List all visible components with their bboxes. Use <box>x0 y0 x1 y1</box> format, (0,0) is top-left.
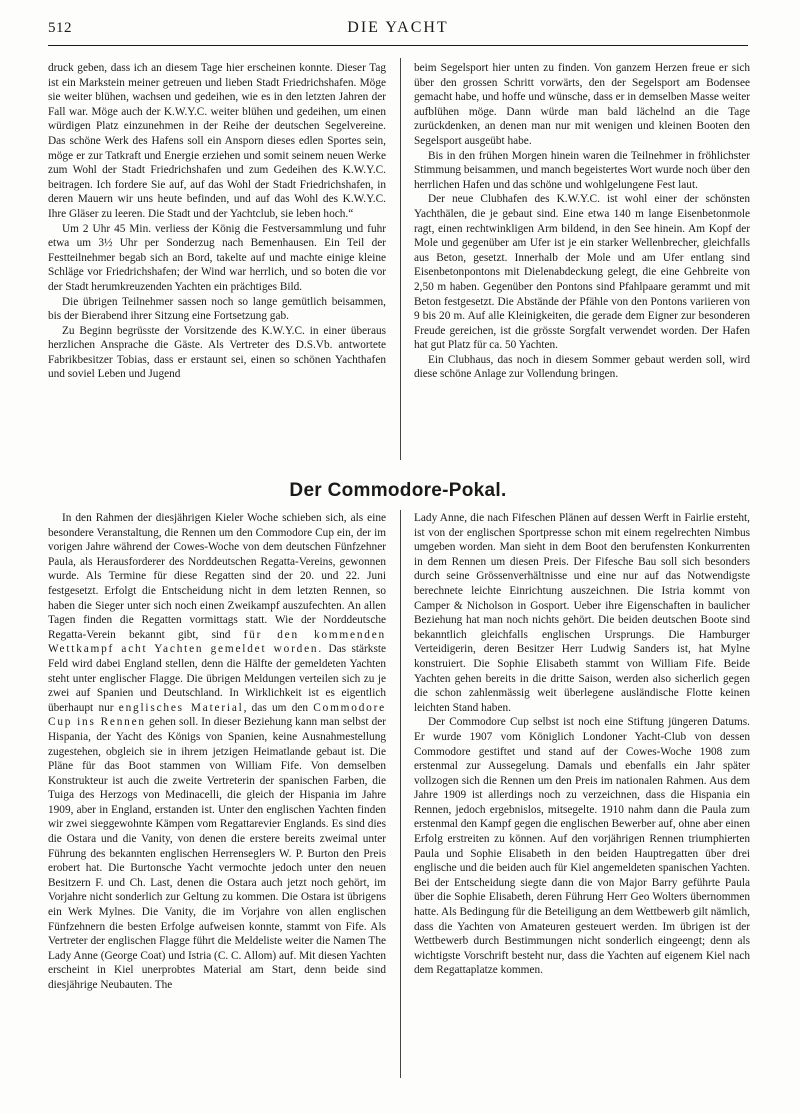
article-right-column <box>414 511 750 978</box>
spaced-emphasis: englisches Material <box>118 701 244 714</box>
running-head <box>48 16 748 40</box>
paragraph: beim Segelsport hier unten zu finden. Von ganzem Herzen freue er sich über den grossen Schritt vorwärts, den der Segelsport am Bodensee gemacht habe, und hoffe und wünsche, dass er in demselben Masse weiter aufblühen möge. Dann würde man bald lächelnd an die Tage zurückdenken, an denen man nur mit wenigen und kleinen Booten den Segelsport ausgeübt habe. <box>414 62 750 147</box>
page-number: 512 <box>48 20 72 36</box>
header-rule <box>48 45 748 46</box>
top-right-column <box>414 61 750 382</box>
spaced-emphasis: Commodore Cup ins Rennen <box>48 701 386 729</box>
article-title: Der Commodore-Pokal. <box>289 480 507 501</box>
paragraph: Um 2 Uhr 45 Min. verliess der König die Festversammlung und fuhr etwa um 3½ Uhr per Sonderzug nach Bemenhausen. Ein Teil der Festteilnehmer begab sich an Bord, takelte auf und machte einige kleine Schläge vor Friedrichshafen; der Wind war herrlich, und so boten die vor der Stadt herumkreuzenden Yachten ein prächtiges Bild. <box>48 222 386 293</box>
text-run: gehen soll. In dieser Beziehung kann man selbst der Hispania, der Yacht des Königs von Spanien, keine Ausnahmestellung zugestehen, obgleich sie in ihrem jetzigen Heimatlande gebaut ist. Die Pläne für das Boot stammen von William Fife. Von demselben Konstrukteur ist auch die zweite Vertreterin der spanischen Farben, die Tuiga des Herzogs von Medinacelli, die gleich der Hispania im Jahre 1909, aber in England, erstanden ist. Unter den englischen Yachten finden wir zwei sieggewohnte Kämpen vom Regattarevier Englands. Es sind dies die Ostara und die Vanity, von denen die erstere bereits zweimal unter Führung des bekannten englischen Herrenseglers W. P. Burton den Preis erobert hat. Die Burtonsche Yacht vermochte jedoch unter den neuen Besitzern F. und Ch. Last, denen die Ostara auch jetzt noch gehört, im Vorjahre nicht sonderlich zur Geltung zu kommen. Die Ostara ist übrigens ein Werk Mylnes. Die Vanity, die im Vorjahre von allen englischen Fünfzehnern die besten Erfolge aufweisen konnte, stammt von Fife. Als Vertreter der englischen Flagge führt die Meldeliste weiter die Namen The Lady Anne (George Coat) und Istria (C. C. Allom) auf. Mit diesen Yachten erscheint in Kiel unerprobtes Material am Start, denn beide sind diesjährige Neubauten. The <box>48 716 387 991</box>
paragraph: Der neue Clubhafen des K.W.Y.C. ist wohl einer der schönsten Yachthälen, die je gebaut sind. Eine etwa 140 m lange Eisenbetonmole ragt, einen rechtwinkligen Arm bildend, in den See hinein. Am Kopf der Mole und gegenüber am Ufer ist je ein starker Wellenbrecher, gleichfalls aus Beton, gesetzt. Innerhalb der Mole und am Ufer entlang sind Eisenbetonpontons mit Dielenabdeckung gelegt, die eine Gehbreite von 2,50 m haben. Gegenüber den Pontons sind Pfahlpaare gerammt und mit Beton festgesetzt. Die Abstände der Pfähle von den Pontons variieren von 9 bis 20 m. Auf alle Kleinigkeiten, die gerade dem Eigner zur besonderen Freude gereichen, ist die grösste Sorgfalt verwendet worden. Der Hafen hat gut Platz für ca. 50 Yachten. <box>414 193 750 352</box>
paragraph: Lady Anne, die nach Fifeschen Plänen auf dessen Werft in Fairlie ersteht, ist von der englischen Sportpresse schon mit einem regelrechten Nimbus umgeben worden. Man sieht in dem Boot den berufensten Konkurrenten in dem Rennen um diesen Preis. Der Fifesche Bau soll sich besonders durch seine Grössenverhältnisse und eine nur auf das Notwendigste berechnete leichte Einrichtung auszeichnen. Die Istria kommt von Camper & Nicholson in Gosport. Ueber ihre Eigenschaften in baulicher Beziehung hat man noch nichts gehört. Die beiden deutschen Boote sind bekanntlich gleichfalls englischen Ursprungs. Die Hamburger Verteidigerin, deren Besitzer Herr Ludwig Sanders ist, hat Mylne konstruiert. Die Sophie Elisabeth stammt von William Fife. Beide Yachten gehen bereits in die dritte Saison, werden also sicherlich gegen die schon zahlenmässig weit überlegene ausländische Flotte keinen leichten Stand haben. <box>414 512 750 714</box>
paragraph: Ein Clubhaus, das noch in diesem Sommer gebaut werden soll, wird diese schöne Anlage zur Vollendung bringen. <box>414 353 750 381</box>
text-run: Das stärkste Feld wird dabei England stellen, denn die Hälfte der gemeldeten Yachten steht unter englischer Flagge. Die übrigen Meldungen verteilen sich zu je zwei auf Spanien und Deutschland. In Wirklichkeit ist es eigentlich überhaupt nur <box>48 643 386 714</box>
paragraph: Bis in den frühen Morgen hinein waren die Teilnehmer in fröhlichster Stimmung beisammen, und manch begeistertes Wort wurde noch über den herrlichen Hafen und das schöne und wohlgelungene Fest laut. <box>414 149 750 191</box>
paragraph: druck geben, dass ich an diesem Tage hier erscheinen konnte. Dieser Tag ist ein Markstein meiner getreuen und lieben Stadt Friedrichshafen. Möge sie weiter blühen, wachsen und gedeihen, wie es in den letzten Jahren der Fall war. Möge auch der K.W.Y.C. weiter blühen und gedeihen, um einen würdigen Platz einzunehmen in der Reihe der deutschen Segelvereine. Das schöne Werk des Hafens soll ein Ansporn dieses edlen Sportes sein, möge er zur Tatkraft und Energie erziehen und somit seinem neuen Werke zum Wohl der Stadt Friedrichshafen und zum Gedeihen des K.W.Y.C. beitragen. Ich fordere Sie auf, auf das Wohl der Stadt Friedrichshafen, in deren Mauern wir uns heute befinden, und auf das Wohl des K.W.Y.C. Ihre Gläser zu leeren. Die Stadt und der Yachtclub, sie leben hoch.“ <box>48 62 386 220</box>
paragraph <box>48 511 386 993</box>
column-divider-top <box>400 58 401 460</box>
spaced-emphasis: für den kommenden Wettkampf acht Yachten gemeldet worden. <box>48 628 386 656</box>
paragraph: Zu Beginn begrüsste der Vorsitzende des K.W.Y.C. in einer überaus herzlichen Ansprache die Gäste. Als Vertreter des D.S.Vb. antwortete Fabrikbesitzer Tobias, dass er erstaunt sei, einen so schönen Yachthafen und soviel Leben und Jugend <box>48 324 386 381</box>
text-run: In den Rahmen der diesjährigen Kieler Woche schieben sich, als eine besondere Veranstaltung, die Rennen um den Commodore Cup ein, der im vorigen Jahre während der Cowes-Woche von dem deutschen Fünfzehner Paula, als Herausforderer des Norddeutschen Regatta-Vereins, gewonnen wurde. Als Termine für diese Regatten sind der 20. und 22. Juni festgesetzt. Erfolgt die Entscheidung nicht in dem letzten Rennen, so haben die Sieger unter sich noch einen Zweikampf auszufechten. An allen Tagen finden die Regatten vormittags statt. Wie der Norddeutsche Regatta-Verein bekannt gibt, sind <box>48 512 386 641</box>
paragraph: Der Commodore Cup selbst ist noch eine Stiftung jüngeren Datums. Er wurde 1907 vom Königlich Londoner Yacht-Club von dessen Commodore gestiftet und stand auf der Cowes-Woche 1908 zum erstenmal zur Aussegelung. Damals und ebenfalls ein Jahr später vollzogen sich die Rennen um den Preis im nationalen Rahmen. Aus dem Jahre 1909 ist allerdings noch zu verzeichnen, dass die Hispania ein Rennen, jedoch ergebnislos, mitsegelte. 1910 nahm dann die Paula zum erstenmal den Kampf gegen die englischen Bewerber auf, ohne aber einen Erfolg erstreiten zu können. Auf den vorjährigen Rennen triumphierten Paula und Sophie Elisabeth in den beiden Hauptregatten über drei englische und die beiden auch für Kiel angemeldeten spanischen Yachten. Bei der Entscheidung siegte dann die von Major Barry geführte Paula über die Sophie Elisabeth, deren Führung Herr Geo Wolters übernommen hatte. Als Bedingung für die Beteiligung an dem Wettbewerb gilt nämlich, dass die Yachten von Amateuren gesteuert werden. Im übrigen ist der Wettbewerb durch Bestimmungen nicht sonderlich eingeengt; denn als wichtigste Vorschrift besteht nur, dass die Yachten auf eigenem Kiel nach dem Regattaplatze kommen. <box>414 716 750 977</box>
text-run: , das um den <box>243 701 314 714</box>
top-left-column <box>48 61 386 382</box>
article-left-column <box>48 511 386 993</box>
journal-title: DIE YACHT <box>347 19 449 36</box>
column-divider-bottom <box>400 510 401 1078</box>
paragraph: Die übrigen Teilnehmer sassen noch so lange gemütlich beisammen, bis der Bierabend ihrer Sitzung eine Fortsetzung gab. <box>48 295 386 323</box>
